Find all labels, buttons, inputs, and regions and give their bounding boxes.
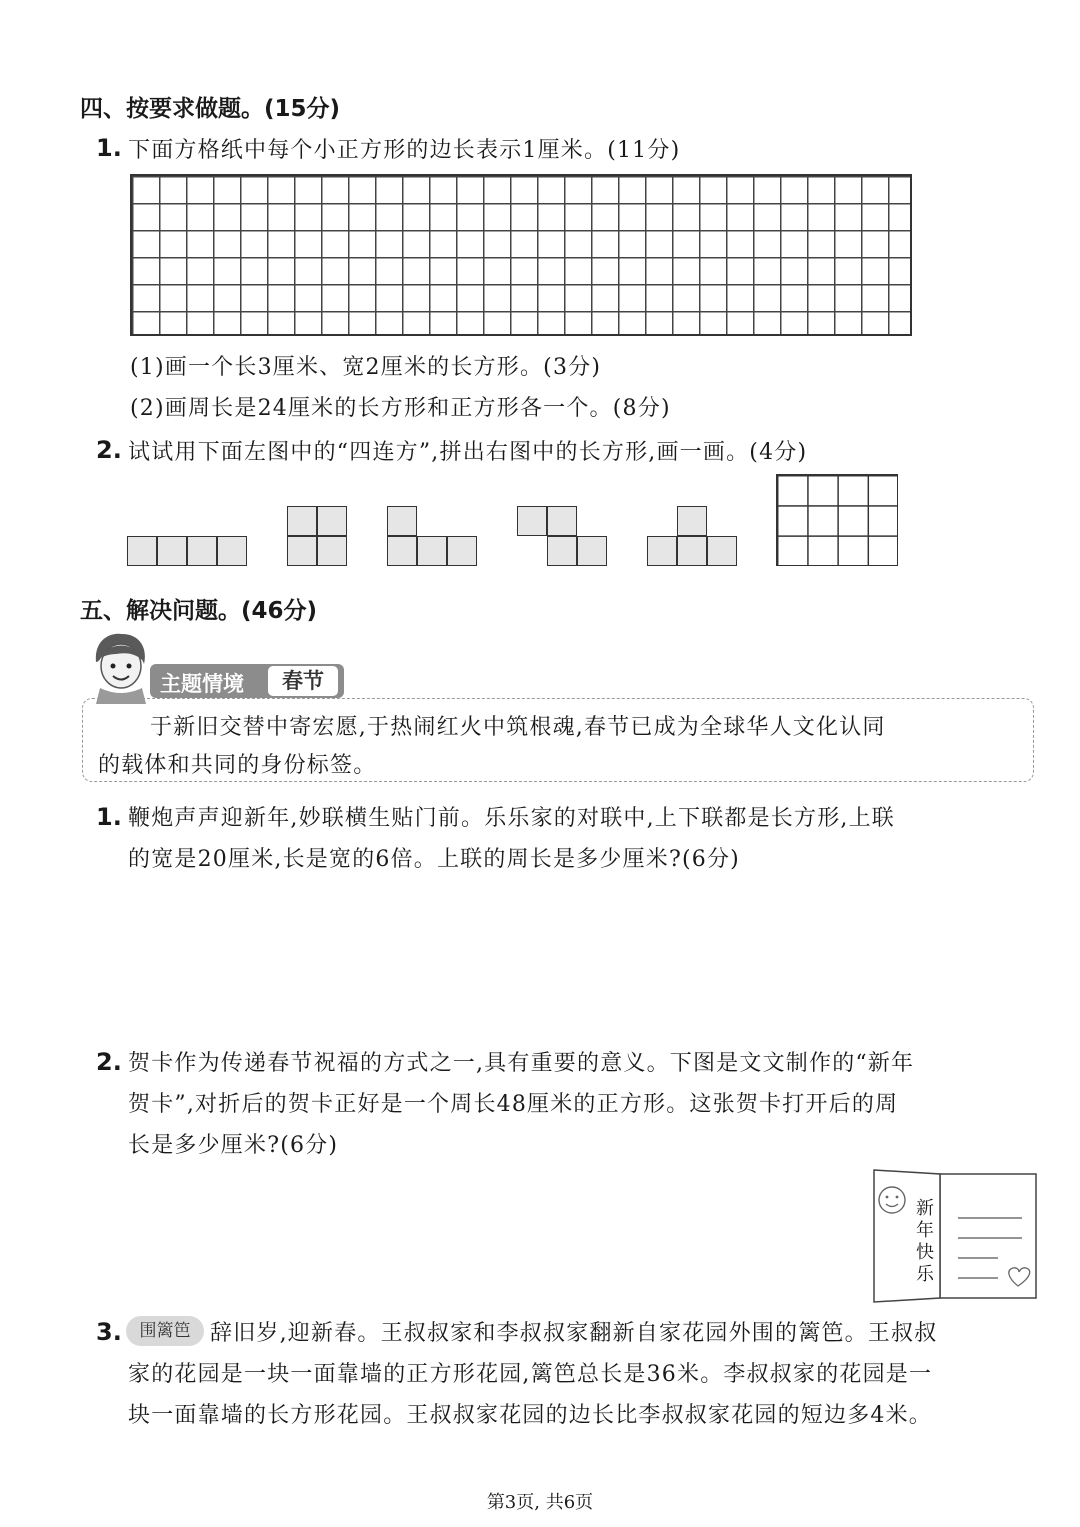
grid-paper[interactable] xyxy=(130,174,912,336)
question-text-line-1: 鞭炮声声迎新年,妙联横生贴门前。乐乐家的对联中,上下联都是长方形,上联 xyxy=(128,806,895,831)
question-text-line-1: 贺卡作为传递春节祝福的方式之一,具有重要的意义。下图是文文制作的“新年 xyxy=(128,1051,915,1076)
question-number: 1. xyxy=(96,134,122,162)
question-text-line-2: 家的花园是一块一面靠墙的正方形花园,篱笆总长是36米。李叔叔家的花园是一 xyxy=(128,1362,933,1387)
target-rectangle[interactable] xyxy=(776,474,898,566)
question-number: 3. xyxy=(96,1318,122,1346)
theme-label: 主题情境 xyxy=(160,672,244,696)
greeting-card-illustration xyxy=(870,1166,1040,1306)
topic-tag: 围篱笆 xyxy=(126,1316,204,1346)
sub-question-1: (1)画一个长3厘米、宽2厘米的长方形。(3分) xyxy=(130,355,602,380)
theme-topic: 春节 xyxy=(268,666,338,696)
theme-banner xyxy=(150,664,344,698)
girl-avatar xyxy=(86,628,156,704)
question-number: 2. xyxy=(96,436,122,464)
question-text-line-2: 的宽是20厘米,长是宽的6倍。上联的周长是多少厘米?(6分) xyxy=(128,847,740,872)
card-greeting-text: 新 年 快 乐 xyxy=(916,1198,934,1285)
question-text: 试试用下面左图中的“四连方”,拼出右图中的长方形,画一画。(4分) xyxy=(128,440,808,465)
page-footer: 第3页, 共6页 xyxy=(486,1492,594,1513)
question-text-line-3: 长是多少厘米?(6分) xyxy=(128,1133,339,1158)
section-4-title: 四、按要求做题。(15分) xyxy=(80,96,341,122)
question-text-line-1: 辞旧岁,迎新春。王叔叔家和李叔叔家翻新自家花园外围的篱笆。王叔叔 xyxy=(210,1321,938,1346)
sub-question-2: (2)画周长是24厘米的长方形和正方形各一个。(8分) xyxy=(130,396,671,421)
question-text-line-3: 块一面靠墙的长方形花园。王叔叔家花园的边长比李叔叔家花园的短边多4米。 xyxy=(128,1403,932,1428)
question-text: 下面方格纸中每个小正方形的边长表示1厘米。(11分) xyxy=(128,138,681,163)
question-text-line-2: 贺卡”,对折后的贺卡正好是一个周长48厘米的正方形。这张贺卡打开后的周 xyxy=(128,1092,899,1117)
theme-text-line-2: 的载体和共同的身份标签。 xyxy=(98,753,377,778)
section-5-title: 五、解决问题。(46分) xyxy=(80,598,318,624)
question-number: 2. xyxy=(96,1048,122,1076)
theme-text-line-1: 于新旧交替中寄宏愿,于热闹红火中筑根魂,春节已成为全球华人文化认同 xyxy=(150,715,886,740)
question-number: 1. xyxy=(96,803,122,831)
